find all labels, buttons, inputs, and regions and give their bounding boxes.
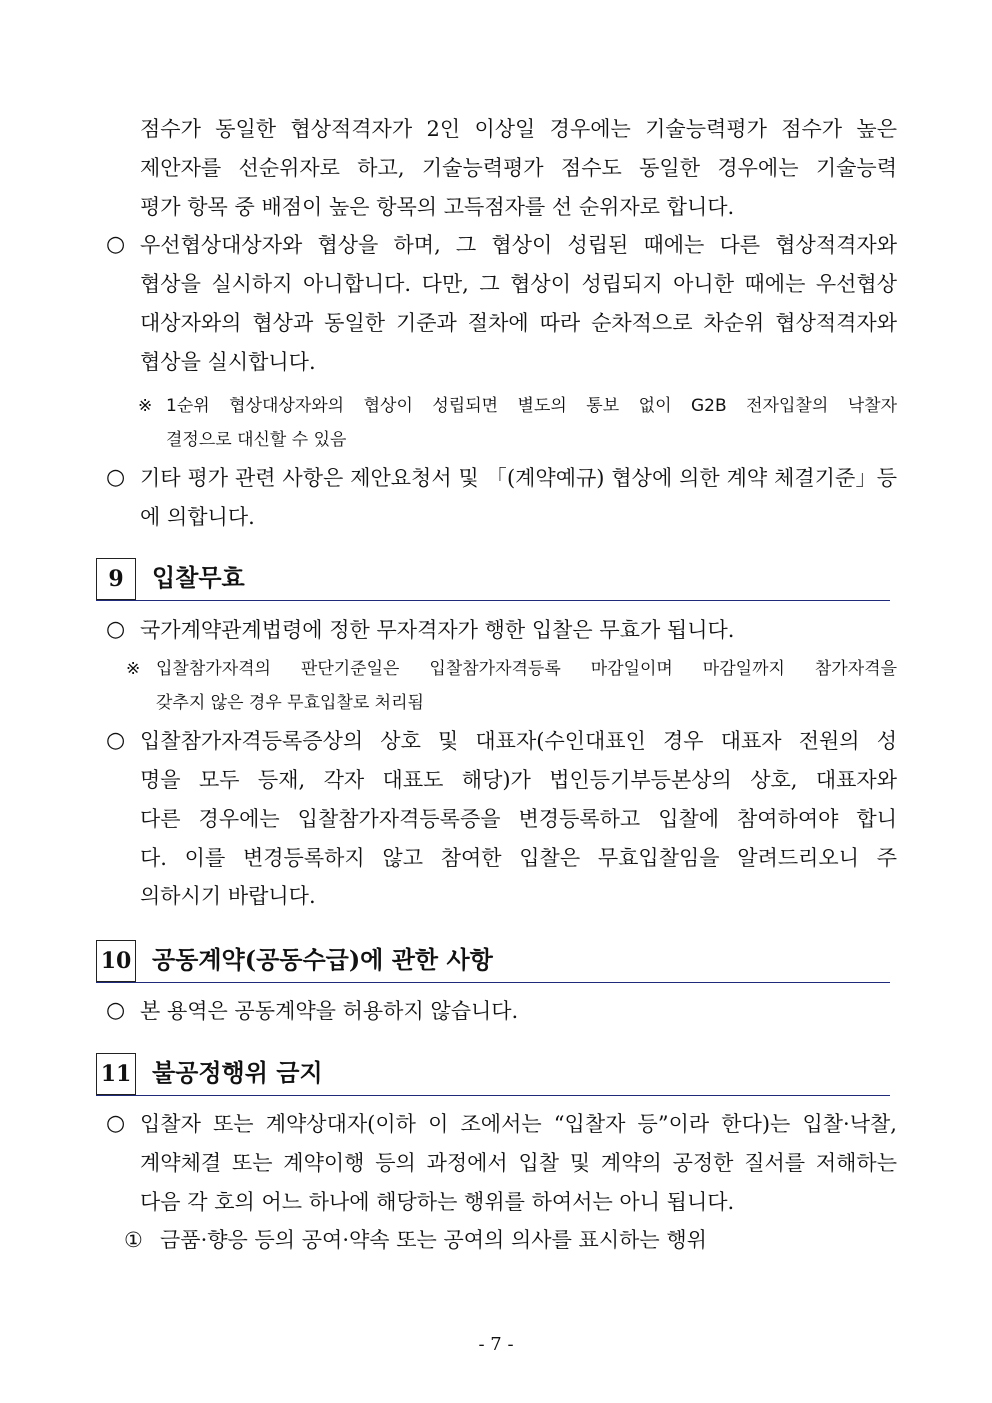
- note-mark-icon: ※: [138, 396, 153, 416]
- other-line-1: 기타 평가 관련 사항은 제안요청서 및 「(계약예규) 협상에 의한 계약 체결기준」등: [140, 466, 897, 490]
- section9-para2-line-3: 다른 경우에는 입찰참가자격등록증을 변경등록하고 입찰에 참여하여야 합니: [140, 807, 897, 831]
- section9-para2-line-2: 명을 모두 등재, 각자 대표도 해당)가 법인등기부등본상의 상호, 대표자와: [140, 768, 897, 792]
- negotiation-note-line-1: 1순위 협상대상자와의 협상이 성립되면 별도의 통보 없이 G2B 전자입찰의 낙찰자: [166, 396, 897, 416]
- bullet-icon: ○: [106, 232, 126, 257]
- section9-para2-line-1: 입찰참가자격등록증상의 상호 및 대표자(수인대표인 경우 대표자 전원의 성: [140, 729, 897, 753]
- negotiation-line-3: 대상자와의 협상과 동일한 기준과 절차에 따라 순차적으로 차순위 협상적격자와: [140, 311, 897, 335]
- section9-para1: 국가계약관계법령에 정한 무자격자가 행한 입찰은 무효가 됩니다.: [140, 618, 735, 642]
- section11-para1-line-1: 입찰자 또는 계약상대자(이하 이 조에서는 “입찰자 등”이라 한다)는 입찰·낙찰,: [140, 1112, 897, 1136]
- circled-one-icon: ①: [124, 1228, 143, 1252]
- section-number: 9: [96, 558, 136, 600]
- intro-line-3: 평가 항목 중 배점이 높은 항목의 고득점자를 선 순위자로 합니다.: [140, 195, 735, 219]
- intro-line-2: 제안자를 선순위자로 하고, 기술능력평가 점수도 동일한 경우에는 기술능력: [140, 156, 897, 180]
- section-number: 10: [96, 940, 136, 982]
- section9-para2-line-5: 의하시기 바랍니다.: [140, 884, 316, 908]
- other-line-2: 에 의합니다.: [140, 505, 255, 529]
- intro-line-1: 점수가 동일한 협상적격자가 2인 이상일 경우에는 기술능력평가 점수가 높은: [140, 117, 897, 141]
- bullet-icon: ○: [106, 617, 126, 642]
- section11-para1-line-2: 계약체결 또는 계약이행 등의 과정에서 입찰 및 계약의 공정한 질서를 저해하는: [140, 1151, 897, 1175]
- page-number: - 7 -: [478, 1334, 514, 1355]
- section9-para2-line-4: 다. 이를 변경등록하지 않고 참여한 입찰은 무효입찰임을 알려드리오니 주: [140, 846, 897, 870]
- negotiation-line-2: 협상을 실시하지 아니합니다. 다만, 그 협상이 성립되지 아니한 때에는 우선협상: [140, 272, 897, 296]
- negotiation-line-4: 협상을 실시합니다.: [140, 350, 316, 374]
- section10-para1: 본 용역은 공동계약을 허용하지 않습니다.: [140, 999, 519, 1023]
- section-heading-9: [96, 558, 890, 601]
- section9-note-line-1: 입찰참가자격의 판단기준일은 입찰참가자격등록 마감일이며 마감일까지 참가자격을: [156, 659, 897, 679]
- section-heading-10: [96, 940, 890, 983]
- section11-para1-line-3: 다음 각 호의 어느 하나에 해당하는 행위를 하여서는 아니 됩니다.: [140, 1190, 735, 1214]
- bullet-icon: ○: [106, 1111, 126, 1136]
- section-title: 입찰무효: [152, 563, 245, 592]
- section-title: 불공정행위 금지: [152, 1058, 323, 1087]
- section9-note-line-2: 갖추지 않은 경우 무효입찰로 처리됨: [156, 693, 424, 713]
- section-number: 11: [96, 1053, 136, 1095]
- section-heading-11: [96, 1053, 890, 1096]
- bullet-icon: ○: [106, 728, 126, 753]
- negotiation-note-line-2: 결정으로 대신할 수 있음: [166, 430, 347, 450]
- section-title: 공동계약(공동수급)에 관한 사항: [152, 945, 493, 974]
- negotiation-line-1: 우선협상대상자와 협상을 하며, 그 협상이 성립된 때에는 다른 협상적격자와: [140, 233, 897, 257]
- note-mark-icon: ※: [126, 659, 141, 679]
- bullet-icon: ○: [106, 998, 126, 1023]
- section11-item1: 금품·향응 등의 공여·약속 또는 공여의 의사를 표시하는 행위: [160, 1228, 707, 1252]
- bullet-icon: ○: [106, 465, 126, 490]
